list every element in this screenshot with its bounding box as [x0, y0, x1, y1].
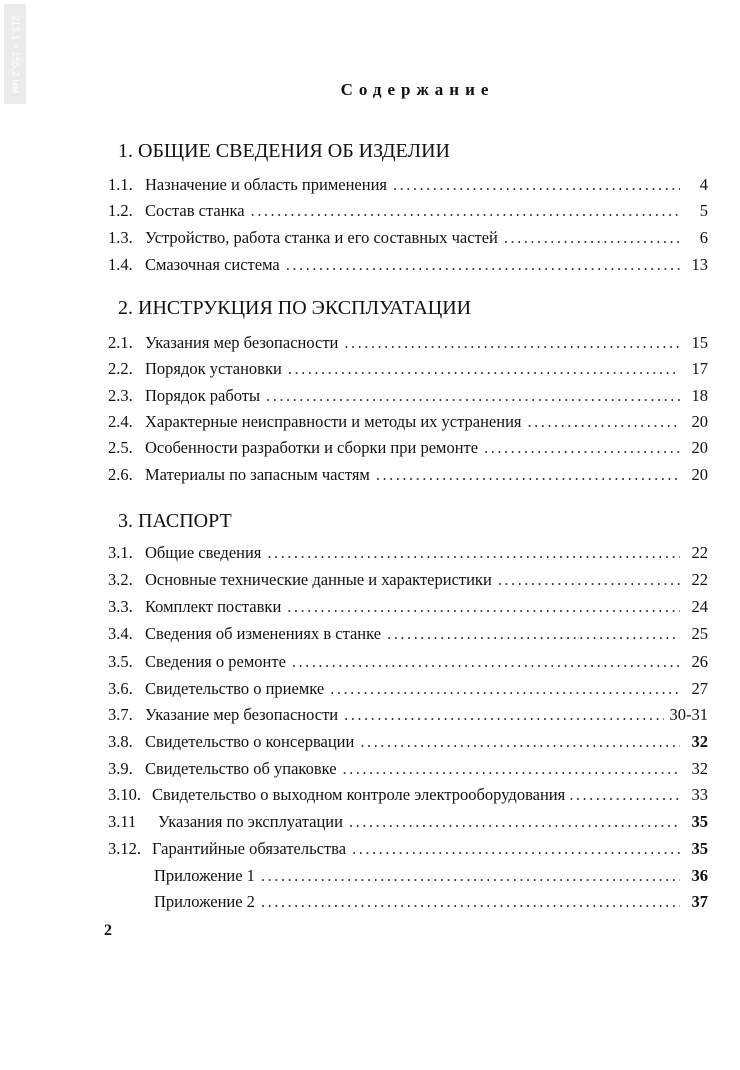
toc-entry-page: 4: [699, 175, 708, 194]
dot-leader: [292, 652, 680, 672]
dot-leader: [349, 812, 680, 832]
toc-entry-number: 2.6.: [108, 465, 133, 484]
toc-entry-number: 1.3.: [108, 228, 133, 247]
toc-entry-number: 3.9.: [108, 759, 133, 778]
toc-entry[interactable]: [108, 386, 708, 412]
toc-entry-title: Назначение и область применения: [145, 175, 387, 194]
toc-entry-title: Сведения о ремонте: [145, 652, 286, 671]
toc-entry[interactable]: [108, 839, 708, 865]
section-heading-2: 2. ИНСТРУКЦИЯ ПО ЭКСПЛУАТАЦИИ: [118, 297, 472, 319]
dot-leader: [393, 175, 680, 195]
toc-entry-number: 3.6.: [108, 679, 133, 698]
toc-entry-title: Состав станка: [145, 201, 245, 220]
toc-entry-number: 3.1.: [108, 543, 133, 562]
dot-leader: [286, 255, 680, 275]
toc-entry-title: Порядок работы: [145, 386, 261, 405]
toc-entry-page: 5: [699, 201, 708, 220]
toc-entry-number: 3.4.: [108, 624, 133, 643]
toc-entry-title: Комплект поставки: [145, 597, 282, 616]
dot-leader: [330, 679, 680, 699]
toc-entry-page: 37: [691, 892, 708, 911]
toc-entry-number: 3.3.: [108, 597, 133, 616]
toc-entry[interactable]: [108, 732, 708, 758]
toc-entry-title: Характерные неисправности и методы их устранения: [145, 412, 522, 431]
toc-entry[interactable]: [108, 624, 708, 650]
toc-entry-title: Свидетельство о приемке: [145, 679, 325, 698]
toc-entry[interactable]: [108, 892, 708, 918]
toc-entry-page: 20: [691, 465, 708, 484]
dot-leader: [504, 228, 680, 248]
toc-entry-title: Приложение 1: [154, 866, 255, 885]
toc-entry-page: 26: [691, 652, 708, 671]
toc-entry-page: 30-31: [669, 705, 708, 724]
dot-leader: [261, 866, 680, 886]
toc-entry[interactable]: [108, 652, 708, 678]
toc-entry[interactable]: [108, 812, 708, 838]
toc-entry-number: 3.7.: [108, 705, 133, 724]
toc-entry-page: 18: [691, 386, 708, 405]
toc-entry-page: 20: [691, 412, 708, 431]
toc-entry[interactable]: [108, 255, 708, 281]
toc-entry[interactable]: [108, 201, 708, 227]
toc-entry-title: Особенности разработки и сборки при ремонте: [145, 438, 479, 457]
toc-entry-page: 20: [691, 438, 708, 457]
section-heading-1: 1. ОБЩИЕ СВЕДЕНИЯ ОБ ИЗДЕЛИИ: [118, 140, 450, 162]
toc-entry-title: Сведения об изменениях в станке: [145, 624, 382, 643]
toc-entry-number: 2.1.: [108, 333, 133, 352]
toc-entry-number: 2.2.: [108, 359, 133, 378]
dot-leader: [266, 386, 680, 406]
toc-entry-title: Смазочная система: [145, 255, 280, 274]
toc-entry-title: Свидетельство об упаковке: [145, 759, 337, 778]
dot-leader: [528, 412, 680, 432]
toc-entry-title: Указания по эксплуатации: [158, 812, 343, 831]
toc-entry-number: 3.8.: [108, 732, 133, 751]
toc-entry-title: Указания мер безопасности: [145, 333, 339, 352]
dot-leader: [376, 465, 680, 485]
toc-entry-page: 22: [691, 570, 708, 589]
toc-entry-number: 3.12.: [108, 839, 141, 858]
toc-entry-page: 24: [691, 597, 708, 616]
toc-entry[interactable]: [108, 866, 708, 892]
dot-leader: [267, 543, 680, 563]
dot-leader: [344, 705, 663, 725]
dot-leader: [288, 359, 680, 379]
toc-entry[interactable]: [108, 175, 708, 201]
toc-entry-number: 2.5.: [108, 438, 133, 457]
toc-entry-title: Материалы по запасным частям: [145, 465, 370, 484]
toc-entry[interactable]: [108, 570, 708, 596]
toc-entry-number: 3.5.: [108, 652, 133, 671]
toc-entry[interactable]: [108, 412, 708, 438]
toc-entry-title: Приложение 2: [154, 892, 255, 911]
dot-leader: [352, 839, 680, 859]
toc-entry[interactable]: [108, 759, 708, 785]
toc-entry[interactable]: [108, 785, 708, 811]
dot-leader: [569, 785, 682, 805]
toc-entry[interactable]: [108, 333, 708, 359]
size-tag-text: 213,1 × 155,2 мм: [9, 15, 21, 93]
section-heading-3: 3. ПАСПОРТ: [118, 510, 232, 532]
dot-leader: [261, 892, 680, 912]
toc-entry-page: 13: [691, 255, 708, 274]
toc-entry-page: 32: [691, 759, 708, 778]
dot-leader: [498, 570, 680, 590]
toc-entry-number: 1.1.: [108, 175, 133, 194]
toc-entry[interactable]: [108, 359, 708, 385]
page-number: 2: [104, 922, 112, 939]
toc-entry-title: Устройство, работа станка и его составных частей: [145, 228, 498, 247]
toc-entry-number: 2.3.: [108, 386, 133, 405]
toc-entry-page: 17: [691, 359, 708, 378]
toc-entry-title: Гарантийные обязательства: [152, 839, 347, 858]
toc-entry-number: 3.11: [108, 812, 137, 831]
toc-entry-page: 6: [699, 228, 708, 247]
toc-entry[interactable]: [108, 705, 708, 731]
toc-entry-page: 36: [691, 866, 708, 885]
dot-leader: [360, 732, 680, 752]
toc-entry-page: 22: [691, 543, 708, 562]
toc-entry-title: Основные технические данные и характеристики: [145, 570, 492, 589]
toc-entry[interactable]: [108, 465, 708, 491]
toc-entry[interactable]: [108, 543, 708, 569]
toc-entry[interactable]: [108, 438, 708, 464]
dot-leader: [343, 759, 680, 779]
toc-entry-page: 35: [691, 839, 708, 858]
dot-leader: [251, 201, 680, 221]
toc-entry-number: 1.2.: [108, 201, 133, 220]
toc-entry-page: 33: [691, 785, 708, 804]
toc-entry-page: 25: [691, 624, 708, 643]
dot-leader: [484, 438, 680, 458]
dot-leader: [287, 597, 680, 617]
toc-entry-page: 15: [691, 333, 708, 352]
toc-entry-title: Свидетельство о консервации: [145, 732, 355, 751]
toc-entry-number: 3.2.: [108, 570, 133, 589]
dot-leader: [344, 333, 680, 353]
toc-entry-title: Свидетельство о выходном контроле электрооборудования: [152, 785, 566, 804]
toc-entry-page: 32: [691, 732, 708, 751]
toc-entry-title: Порядок установки: [145, 359, 282, 378]
dot-leader: [387, 624, 680, 644]
toc-entry-number: 2.4.: [108, 412, 133, 431]
toc-entry[interactable]: [108, 679, 708, 705]
toc-entry-page: 35: [691, 812, 708, 831]
toc-entry-number: 1.4.: [108, 255, 133, 274]
toc-entry[interactable]: [108, 597, 708, 623]
toc-entry[interactable]: [108, 228, 708, 254]
toc-entry-number: 3.10.: [108, 785, 141, 804]
page-title: Содержание: [340, 80, 495, 99]
toc-entry-title: Указание мер безопасности: [145, 705, 339, 724]
toc-entry-page: 27: [691, 679, 708, 698]
toc-entry-title: Общие сведения: [145, 543, 262, 562]
